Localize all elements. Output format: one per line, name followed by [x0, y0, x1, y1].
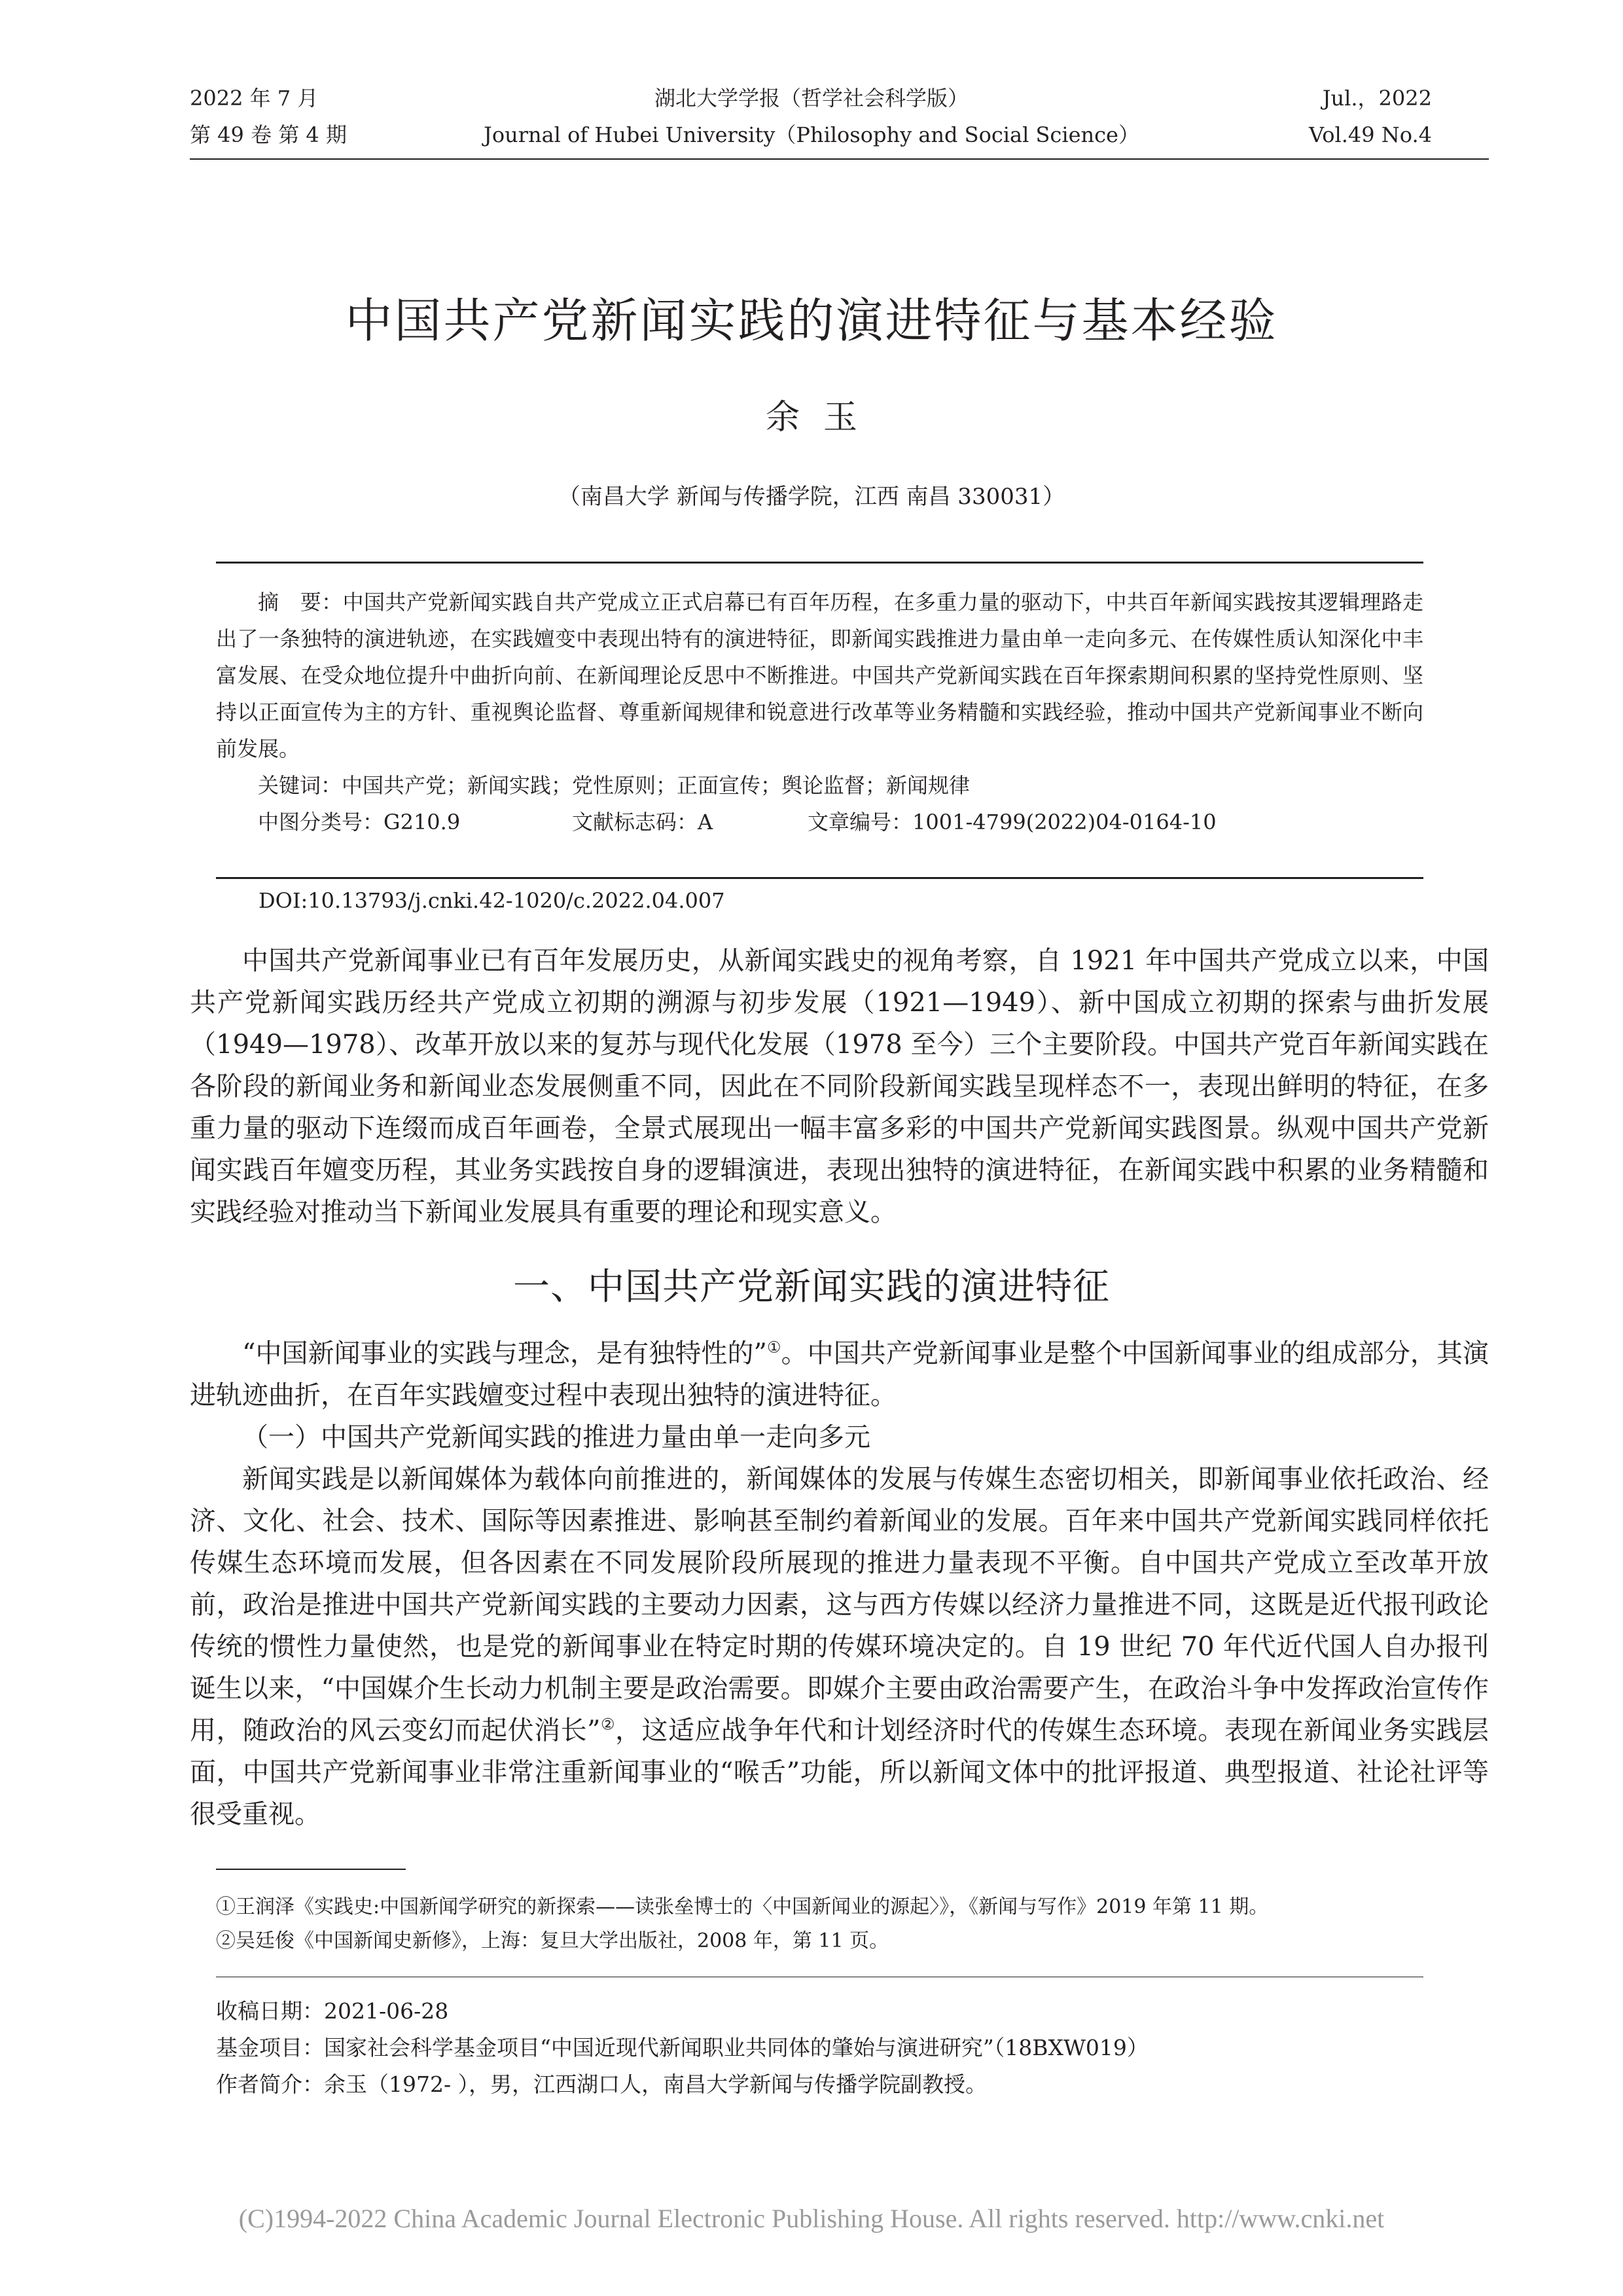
- fund-line: [216, 2030, 1423, 2066]
- article-no-value: 1001-4799(2022)04-0164-10: [912, 810, 1217, 834]
- abstract-label: 摘 要：: [258, 590, 343, 615]
- intro-paragraph: 中国共产党新闻事业已有百年发展历史，从新闻实践史的视角考察，自 1921 年中国共产党成立以来，中国共产党新闻实践历经共产党成立初期的溯源与初步发展（1921—1949）、新中国成立初期的探索与曲折发展（1949—1978）、改革开放以来的复苏与现代化发展（1978 至今）三个主要阶段。中国共产党百年新闻实践在各阶段的新闻业务和新闻业态发展侧重不同，因此在不同阶段新闻实践呈现样态不一，表现出鲜明的特征，在多重力量的驱动下连缀而成百年画卷，全景式展现出一幅丰富多彩的中国共产党新闻实践图景。纵观中国共产党新闻实践百年嬗变历程，其业务实践按自身的逻辑演进，表现出独特的演进特征，在新闻实践中积累的业务精髓和实践经验对推动当下新闻业发展具有重要的理论和现实意义。: [190, 946, 1489, 1227]
- section-1-body: [190, 1333, 1489, 1835]
- intro-section: [190, 940, 1489, 1233]
- footnote-ref-1[interactable]: ①: [766, 1338, 781, 1357]
- header-journal-cn: 湖北大学学报（哲学社会科学版）: [654, 86, 969, 111]
- doc-code-label: 文献标志码：: [572, 810, 698, 834]
- author-bio-line: [216, 2066, 1423, 2103]
- footnote-ref-2[interactable]: ②: [600, 1715, 615, 1734]
- footnote-1: ①王润泽《实践史:中国新闻学研究的新探索——读张垒博士的〈中国新闻业的源起〉》，《新闻与写作》2019 年第 11 期。: [216, 1895, 1269, 1918]
- header-divider: [190, 158, 1489, 160]
- keywords-value: 中国共产党；新闻实践；党性原则；正面宣传；舆论监督；新闻规律: [342, 773, 971, 798]
- header-journal-en: Journal of Hubei University（Philosophy and Social Science）: [483, 122, 1139, 147]
- article-author: 余玉: [765, 398, 881, 437]
- clc-value: G210.9: [383, 810, 461, 834]
- header-issue-info-en: [1309, 84, 1432, 157]
- abstract-paragraph: [216, 584, 1423, 767]
- fund-label: 基金项目：: [216, 2035, 324, 2060]
- header-volume: 第 49 卷 第 4 期: [190, 122, 347, 147]
- footnote-divider: [216, 1869, 406, 1870]
- article-no-label: 文章编号：: [808, 810, 913, 834]
- subsection-heading-1: （一）中国共产党新闻实践的推进力量由单一走向多元: [242, 1422, 870, 1452]
- copyright-notice: (C)1994-2022 China Academic Journal Electronic Publishing House. All rights reserved. http://www.cnki.net: [238, 2204, 1385, 2233]
- classification-line: [216, 804, 1423, 840]
- article-info: [216, 1993, 1423, 2103]
- received-label: 收稿日期：: [216, 1998, 324, 2024]
- quote-text: “中国新闻事业的实践与理念，是有独特性的”: [242, 1338, 767, 1369]
- abstract-top-rule: [216, 562, 1423, 564]
- doc-code-field: [572, 804, 808, 840]
- abstract-text: 中国共产党新闻实践自共产党成立正式启幕已有百年历程，在多重力量的驱动下，中共百年新闻实践按其逻辑理路走出了一条独特的演进轨迹，在实践嬗变中表现出特有的演进特征，即新闻实践推进力量由单一走向多元、在传媒性质认知深化中丰富发展、在受众地位提升中曲折向前、在新闻理论反思中不断推进。中国共产党新闻实践在百年探索期间积累的坚持党性原则、坚持以正面宣传为主的方针、重视舆论监督、尊重新闻规律和锐意进行改革等业务精髓和实践经验，推动中国共产党新闻事业不断向前发展。: [216, 590, 1423, 761]
- paragraph-text-continued: ，这适应战争年代和计划经济时代的传媒生态环境。表现在新闻业务实践层面，中国共产党新闻事业非常注重新闻事业的“喉舌”功能，所以新闻文体中的批评报道、典型报道、社论社评等很受重视。: [190, 1715, 1489, 1829]
- footnotes: [216, 1890, 1423, 1958]
- header-date: 2022 年 7 月: [190, 86, 319, 111]
- header-date-en: Jul.，2022: [1322, 86, 1432, 111]
- clc-field: [258, 804, 572, 840]
- received-value: 2021-06-28: [324, 1998, 449, 2024]
- abstract-bottom-rule: [216, 877, 1423, 879]
- section-heading-1: 一、中国共产党新闻实践的演进特征: [513, 1266, 1110, 1308]
- article-title: 中国共产党新闻实践的演进特征与基本经验: [345, 293, 1278, 348]
- section-1-paragraph-1: [190, 1333, 1489, 1416]
- keywords-line: [216, 767, 1423, 804]
- bio-label: 作者简介：: [216, 2072, 324, 2097]
- footnote-2: ②吴廷俊《中国新闻史新修》，上海：复旦大学出版社，2008 年，第 11 页。: [216, 1929, 889, 1952]
- header-volume-en: Vol.49 No.4: [1309, 122, 1432, 147]
- article-no-field: [808, 804, 1217, 840]
- bio-value: 余玉（1972- ），男，江西湖口人，南昌大学新闻与传播学院副教授。: [324, 2072, 988, 2097]
- abstract-block: [216, 584, 1423, 840]
- author-affiliation: （南昌大学 新闻与传播学院，江西 南昌 330031）: [558, 484, 1065, 510]
- clc-label: 中图分类号：: [258, 810, 384, 834]
- section-1-paragraph-2: [190, 1458, 1489, 1835]
- received-date-line: [216, 1993, 1423, 2030]
- fund-value: 国家社会科学基金项目“中国近现代新闻职业共同体的肇始与演进研究”（18BXW019）: [324, 2035, 1149, 2060]
- paragraph-text: 新闻实践是以新闻媒体为载体向前推进的，新闻媒体的发展与传媒生态密切相关，即新闻事业依托政治、经济、文化、社会、技术、国际等因素推进、影响甚至制约着新闻业的发展。百年来中国共产党新闻实践同样依托传媒生态环境而发展，但各因素在不同发展阶段所展现的推进力量表现不平衡。自中国共产党成立至改革开放前，政治是推进中国共产党新闻实践的主要动力因素，这与西方传媒以经济力量推进不同，这既是近代报刊政论传统的惯性力量使然，也是党的新闻事业在特定时期的传媒环境决定的。自 19 世纪 70 年代近代国人自办报刊诞生以来，“中国媒介生长动力机制主要是政治需要。即媒介主要由政治需要产生，在政治斗争中发挥政治宣传作用，随政治的风云变幻而起伏消长”: [190, 1464, 1489, 1746]
- paragraph-text: 。中国共产党新闻事业是整个中国新闻事业的组成部分，其演进轨迹曲折，在百年实践嬗变过程中表现出独特的演进特征。: [190, 1338, 1489, 1410]
- doc-code-value: A: [698, 810, 713, 834]
- keywords-label: 关键词：: [258, 773, 342, 798]
- doi-line: DOI:10.13793/j.cnki.42-1020/c.2022.04.007: [259, 888, 725, 913]
